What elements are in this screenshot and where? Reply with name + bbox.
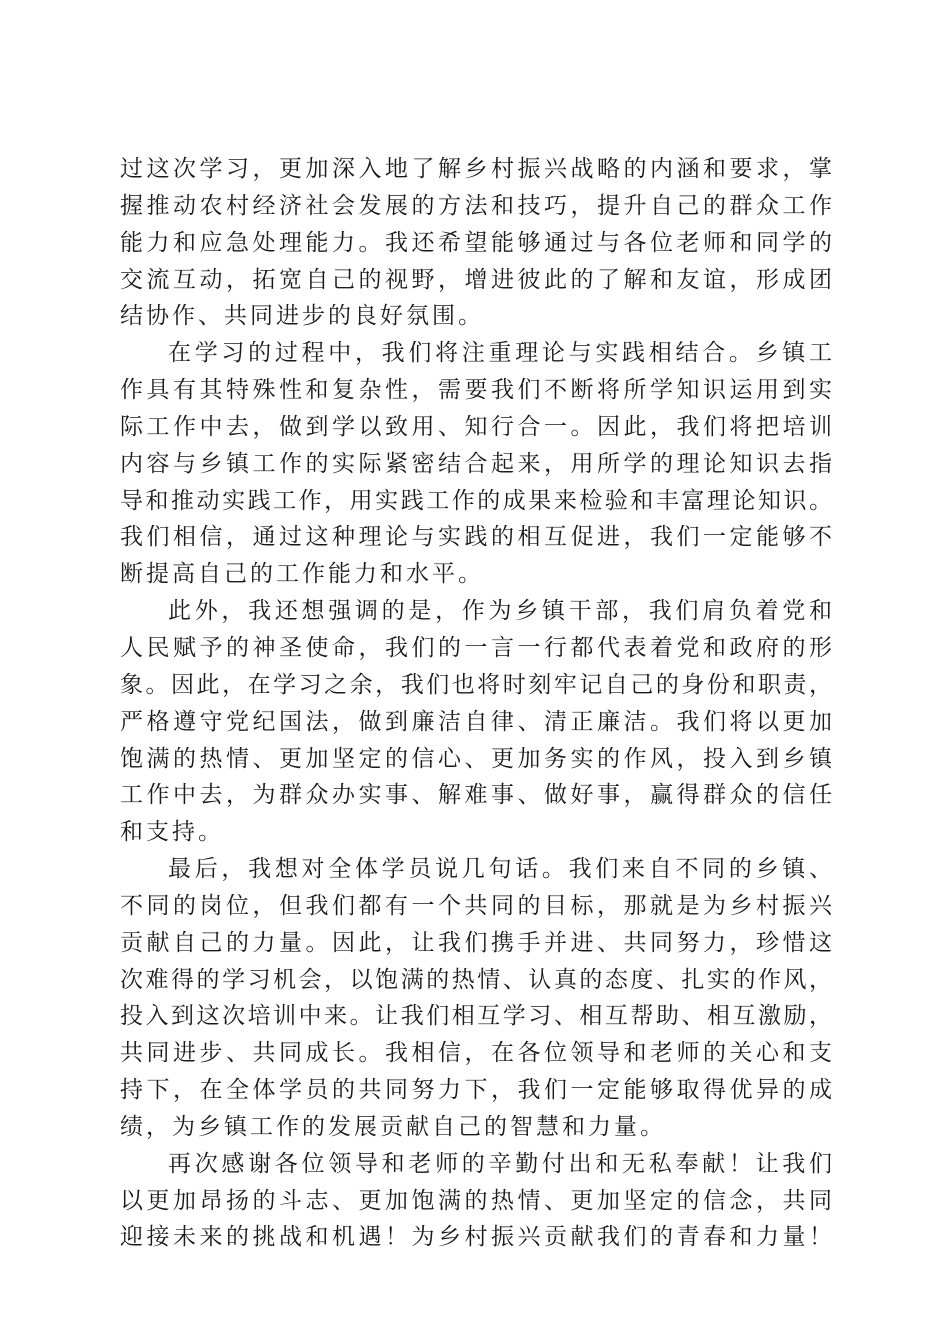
text-line: 象。因此，在学习之余，我们也将时刻牢记自己的身份和职责， bbox=[120, 671, 832, 698]
text-line: 次难得的学习机会，以饱满的热情、认真的态度、扎实的作风， bbox=[120, 966, 832, 993]
text-line: 不同的岗位，但我们都有一个共同的目标，那就是为乡村振兴 bbox=[120, 892, 832, 919]
text-line: 过这次学习，更加深入地了解乡村振兴战略的内涵和要求，掌 bbox=[120, 156, 832, 182]
text-line: 人民赋予的神圣使命，我们的一言一行都代表着党和政府的形 bbox=[120, 634, 832, 661]
text-line: 断提高自己的工作能力和水平。 bbox=[120, 561, 484, 588]
text-line: 绩，为乡镇工作的发展贡献自己的智慧和力量。 bbox=[120, 1113, 666, 1140]
text-line: 内容与乡镇工作的实际紧密结合起来，用所学的理论知识去指 bbox=[120, 450, 832, 477]
text-line: 贡献自己的力量。因此，让我们携手并进、共同努力，珍惜这 bbox=[120, 929, 832, 956]
text-line: 能力和应急处理能力。我还希望能够通过与各位老师和同学的 bbox=[120, 229, 832, 256]
text-line: 交流互动，拓宽自己的视野，增进彼此的了解和友谊，形成团 bbox=[120, 266, 832, 293]
paragraph-first-line: 最后，我想对全体学员说几句话。我们来自不同的乡镇、 bbox=[168, 856, 832, 883]
paragraph-first-line: 此外，我还想强调的是，作为乡镇干部，我们肩负着党和 bbox=[168, 598, 832, 625]
text-line: 作具有其特殊性和复杂性，需要我们不断将所学知识运用到实 bbox=[120, 377, 832, 404]
text-line: 结协作、共同进步的良好氛围。 bbox=[120, 303, 484, 330]
text-line: 握推动农村经济社会发展的方法和技巧，提升自己的群众工作 bbox=[120, 192, 832, 219]
paragraph-first-line: 在学习的过程中，我们将注重理论与实践相结合。乡镇工 bbox=[168, 340, 832, 367]
text-line: 际工作中去，做到学以致用、知行合一。因此，我们将把培训 bbox=[120, 413, 832, 440]
text-line: 饱满的热情、更加坚定的信心、更加务实的作风，投入到乡镇 bbox=[120, 745, 832, 772]
text-line: 严格遵守党纪国法，做到廉洁自律、清正廉洁。我们将以更加 bbox=[120, 708, 832, 735]
paragraph-first-line: 再次感谢各位领导和老师的辛勤付出和无私奉献！让我们 bbox=[168, 1150, 832, 1177]
text-line: 和支持。 bbox=[120, 819, 224, 846]
text-line: 以更加昂扬的斗志、更加饱满的热情、更加坚定的信念，共同 bbox=[120, 1187, 832, 1214]
text-line: 工作中去，为群众办实事、解难事、做好事，赢得群众的信任 bbox=[120, 782, 832, 809]
text-line: 共同进步、共同成长。我相信，在各位领导和老师的关心和支 bbox=[120, 1040, 832, 1067]
text-line: 我们相信，通过这种理论与实践的相互促进，我们一定能够不 bbox=[120, 524, 832, 551]
text-line: 迎接未来的挑战和机遇！为乡村振兴贡献我们的青春和力量！ bbox=[120, 1224, 832, 1251]
text-line: 持下，在全体学员的共同努力下，我们一定能够取得优异的成 bbox=[120, 1077, 832, 1104]
document-body bbox=[120, 151, 832, 1256]
text-line: 投入到这次培训中来。让我们相互学习、相互帮助、相互激励， bbox=[120, 1003, 832, 1030]
text-line: 导和推动实践工作，用实践工作的成果来检验和丰富理论知识。 bbox=[120, 487, 832, 514]
